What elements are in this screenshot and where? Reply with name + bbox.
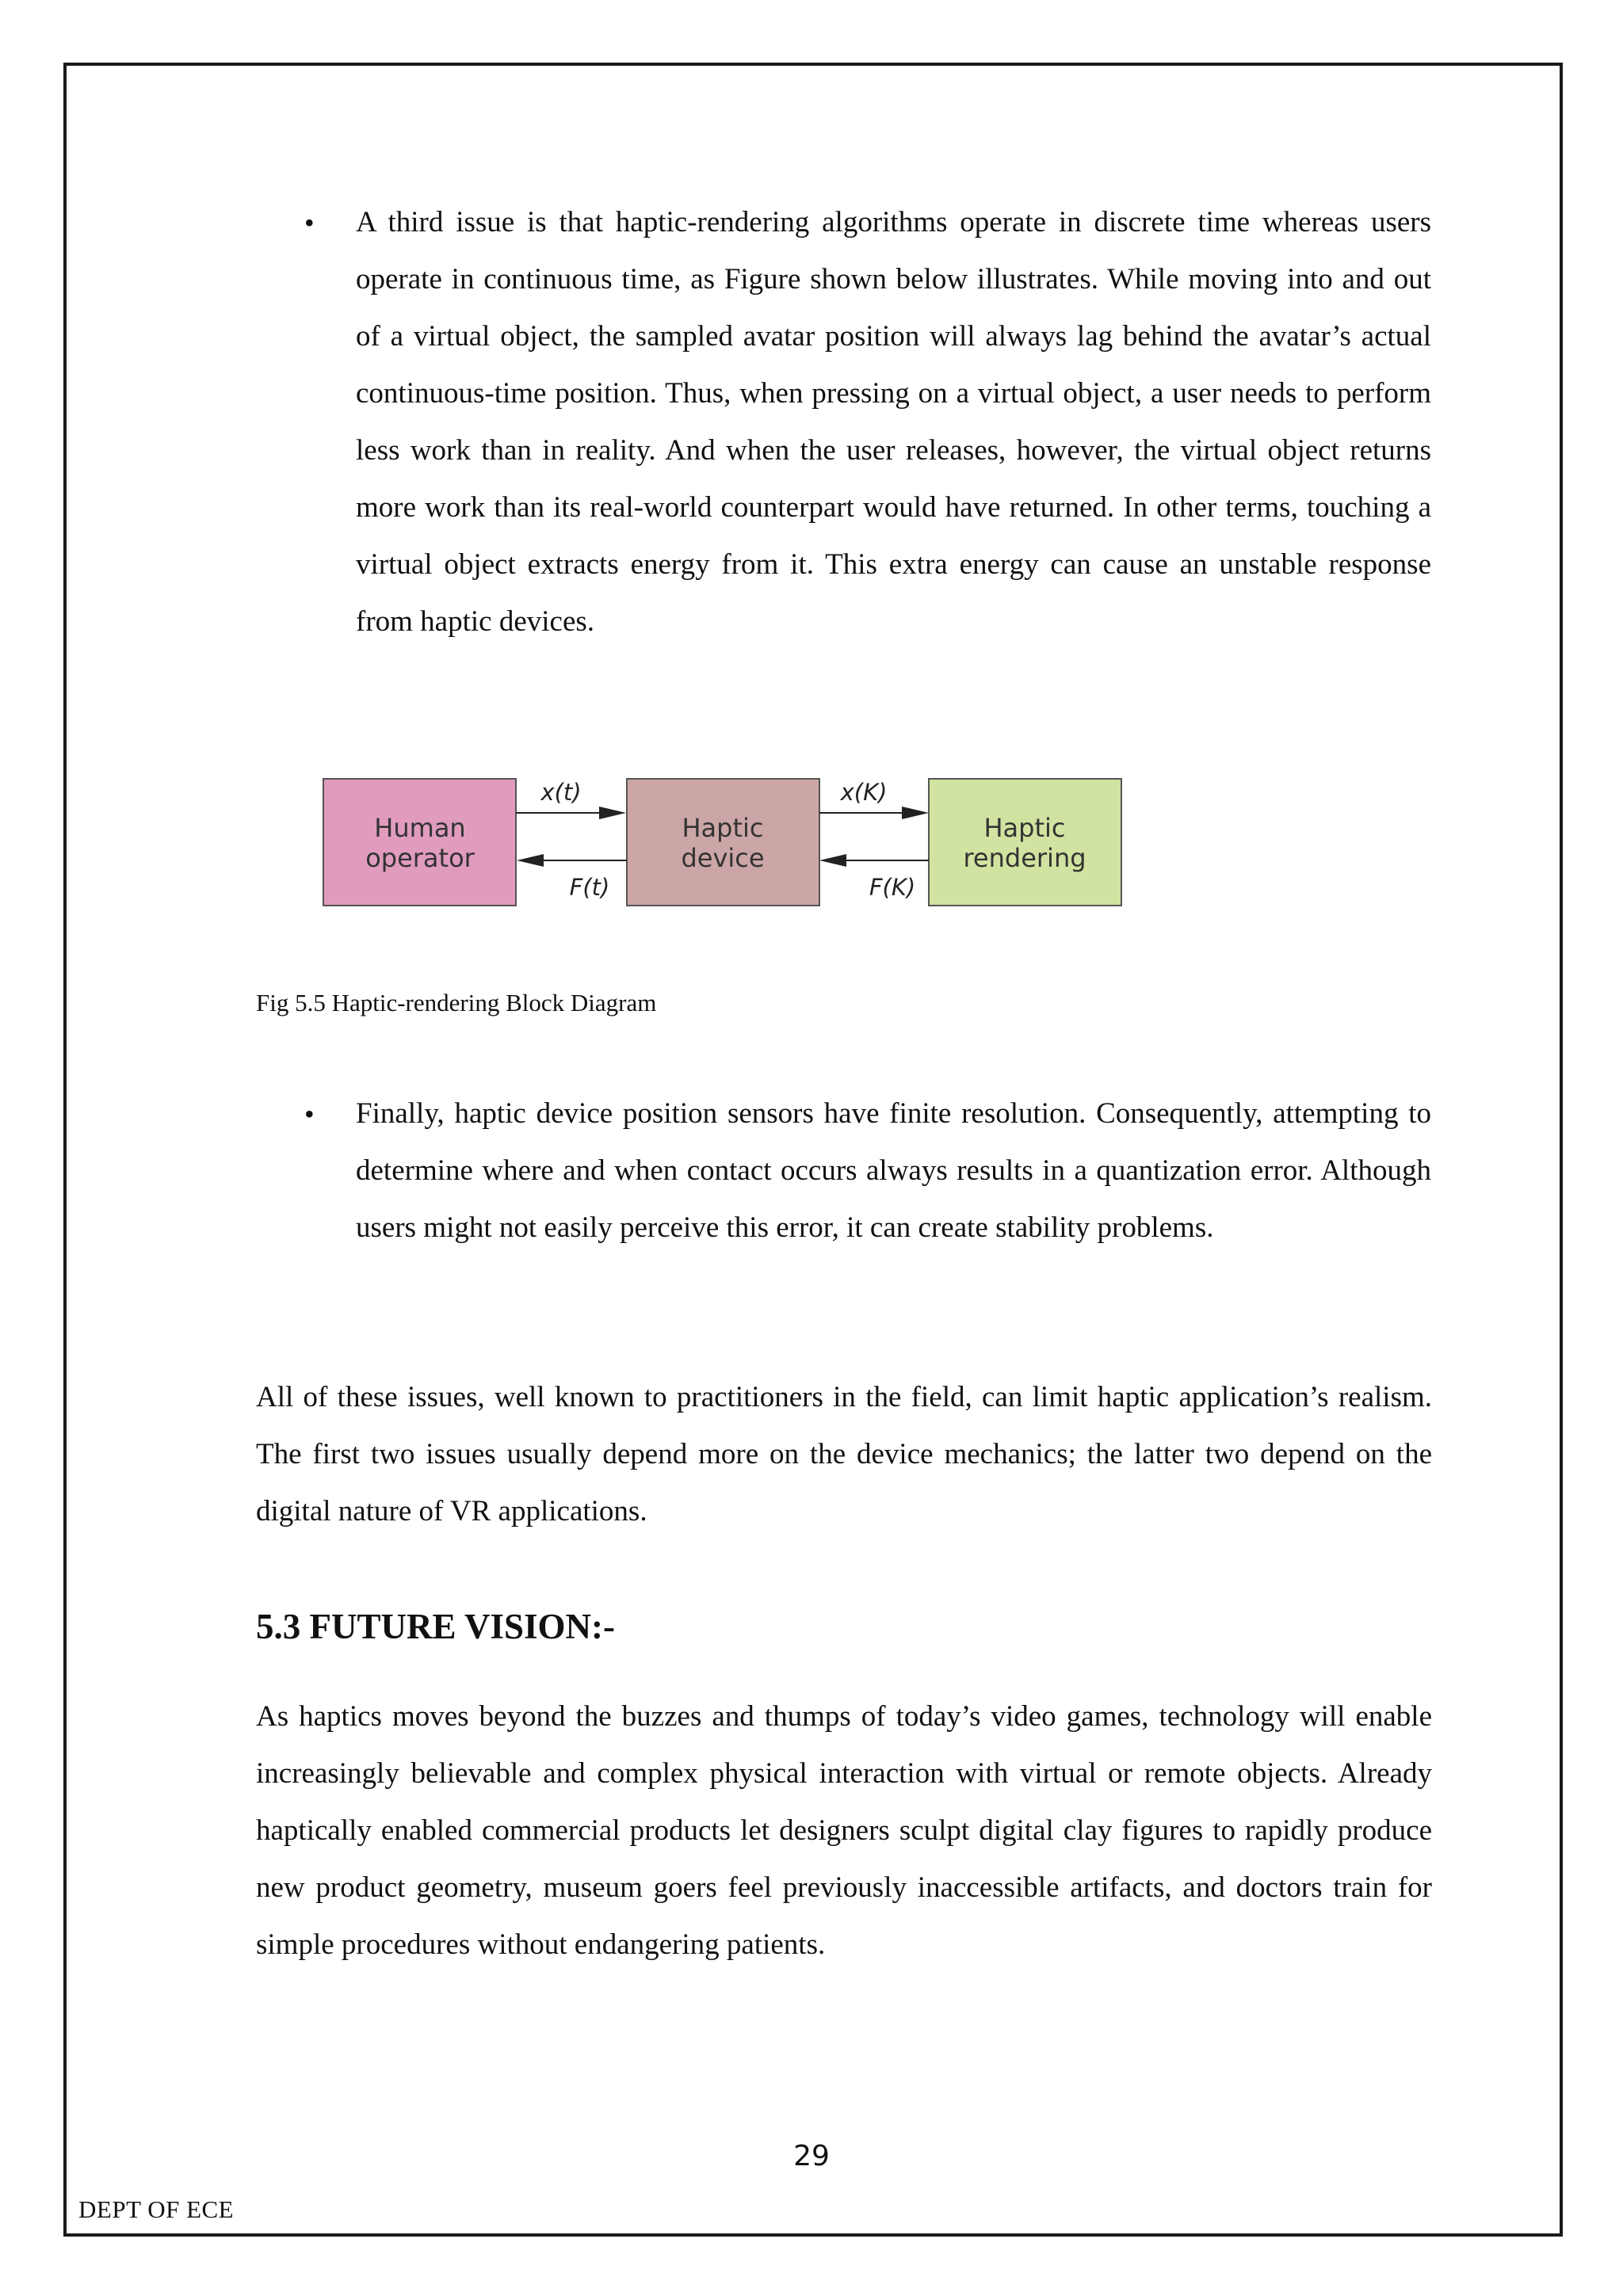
haptic-device-label-line2: device bbox=[681, 843, 765, 873]
section-heading: 5.3 FUTURE VISION:- bbox=[256, 1607, 615, 1646]
future-vision-paragraph: As haptics moves beyond the buzzes and thumps of today’s video games, technology will enable increasingly believable and complex physical interaction with virtual or remote objects. Already haptically enabled commercial products let designers sculpt digital clay figures to rapidly produce new product geometry, museum goers feel previously inaccessible artifacts, and doctors train for simple procedures without endangering patients. bbox=[256, 1700, 1432, 1961]
bullet-dot: • bbox=[304, 1098, 315, 1130]
arrow-label-f-k: F(K) bbox=[869, 874, 916, 901]
human-operator-block bbox=[323, 779, 516, 906]
arrow-label-x-t: x(t) bbox=[540, 779, 582, 806]
arrow-label-x-k: x(K) bbox=[840, 779, 888, 806]
human-operator-label-line1: Human bbox=[374, 813, 466, 843]
haptic-rendering-label-line2: rendering bbox=[963, 843, 1086, 873]
bullet-text: A third issue is that haptic-rendering algorithms operate in discrete time whereas users operate in continuous time, as Figure shown below illustrates. While moving into and out of a virtual object, the sampled avatar position will always lag behind the avatar’s actual continuous-time position. Thus, when pressing on a virtual object, a user needs to perform less work than in reality. And when the user releases, however, the virtual object returns more work than its real-world counterpart would have returned. In other terms, touching a virtual object extracts energy from it. This extra energy can cause an unstable response from haptic devices. bbox=[356, 206, 1431, 638]
haptic-device-block bbox=[627, 779, 819, 906]
bullet-item-finally bbox=[305, 1085, 1431, 1314]
haptic-rendering-label-line1: Haptic bbox=[983, 813, 1066, 843]
summary-paragraph: All of these issues, well known to practitioners in the field, can limit haptic application’s realism. The first two issues usually depend more on the device mechanics; the latter two depend on the digital nature of VR applications. bbox=[256, 1381, 1432, 1527]
footer-dept-label: DEPT OF ECE bbox=[78, 2195, 235, 2223]
arrow-label-f-t: F(t) bbox=[569, 874, 610, 901]
page-number: 29 bbox=[793, 2140, 830, 2172]
haptic-rendering-block-diagram bbox=[317, 769, 1125, 911]
human-operator-label-line2: operator bbox=[365, 843, 475, 873]
bullet-text: Finally, haptic device position sensors have finite resolution. Consequently, attempting to determine where and when contact occurs always results in a quantization error. Although users might not easily perceive this error, it can create stability problems. bbox=[356, 1097, 1431, 1244]
haptic-device-label-line1: Haptic bbox=[682, 813, 764, 843]
bullet-dot: • bbox=[304, 207, 315, 238]
bullet-item-third-issue bbox=[305, 194, 1431, 707]
haptic-rendering-block bbox=[929, 779, 1121, 906]
figure-caption: Fig 5.5 Haptic-rendering Block Diagram bbox=[256, 989, 657, 1016]
